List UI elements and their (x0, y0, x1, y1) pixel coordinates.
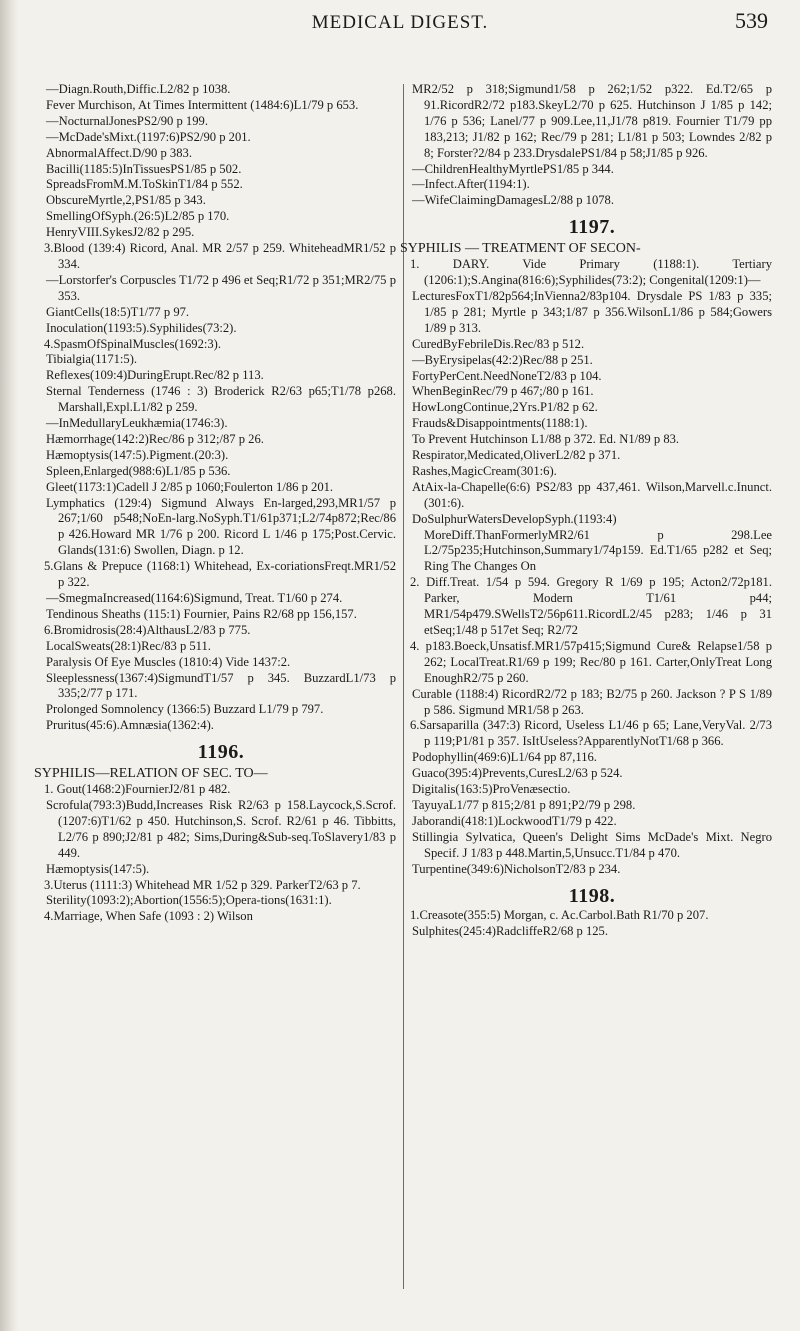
index-entry: SmellingOfSyph.(26:5)L2/85 p 170. (46, 209, 230, 224)
index-entry: Guaco(395:4)Prevents,CuresL2/63 p 524. (412, 766, 623, 781)
index-entry: Curable (1188:4) RicordR2/72 p 183; B2/75 p 260. Jackson ? P S 1/89 p 586. Sigmund MR1/58 p 263. (412, 686, 772, 717)
index-entry: Sternal Tenderness (1746 : 3) Broderick R2/63 p65;T1/78 p268. Marshall,Expl.L1/82 p 259. (46, 384, 396, 415)
index-entry: 4.SpasmOfSpinalMuscles(1692:3). (44, 336, 222, 351)
index-entry: Tendinous Sheaths (115:1) Fournier, Pains R2/68 pp 156,157. (46, 606, 357, 621)
index-entry: LocalSweats(28:1)Rec/83 p 511. (46, 638, 211, 653)
index-entry: ObscureMyrtle,2,PS1/85 p 343. (46, 193, 206, 208)
page-number: 539 (735, 8, 768, 33)
index-entry: AtAix-la-Chapelle(6:6) PS2/83 pp 437,461. Wilson,Marvell.c.Inunct.(301:6). (412, 479, 772, 510)
running-head: MEDICAL DIGEST. (311, 12, 489, 33)
index-entry: LecturesFoxT1/82p564;InVienna2/83p104. Drysdale PS 1/83 p 335; 1/85 p 281; Myrtle p 343;1/87 p 356.WilsonL1/86 p 584;Gowers 1/89 p 313. (412, 288, 772, 335)
left-column (34, 82, 396, 925)
index-entry: 1.Creasote(355:5) Morgan, c. Ac.Carbol.Bath R1/70 p 207. (410, 908, 709, 923)
index-entry: CuredByFebrileDis.Rec/83 p 512. (412, 336, 585, 351)
index-entry: Scrofula(793:3)Budd,Increases Risk R2/63 p 158.Laycock,S.Scrof.(1207:6)T1/62 p 450. Hutchinson,S. Scrof. R2/61 p 46. Tibbitts, L2/76 p 890;J2/81 p 482; Sims,During&Sub-seq.ToSlavery1/83 p 449. (46, 797, 396, 860)
index-entry: Hæmoptysis(147:5). (46, 861, 150, 876)
index-entry: —McDade'sMixt.(1197:6)PS2/90 p 201. (46, 129, 251, 144)
index-entry: 5.Glans & Prepuce (1168:1) Whitehead, Ex-coriationsFreqt.MR1/52 p 322. (44, 559, 396, 590)
index-entry: SpreadsFromM.M.ToSkinT1/84 p 552. (46, 177, 243, 192)
index-entry: Sterility(1093:2);Abortion(1556:5);Opera-tions(1631:1). (46, 893, 332, 908)
index-entry: FortyPerCent.NeedNoneT2/83 p 104. (412, 368, 602, 383)
index-entry: GiantCells(18:5)T1/77 p 97. (46, 304, 190, 319)
index-entry: 1. Gout(1468:2)FournierJ2/81 p 482. (44, 782, 231, 797)
index-entry: MR2/52 p 318;Sigmund1/58 p 262;1/52 p322. Ed.T2/65 p 91.RicordR2/72 p183.SkeyL2/70 p 625. Hutchinson J 1/85 p 142; 1/76 p 536; Lanel/77 p 909.Lee,11,J1/78 p819. Fournier T1/79 pp 183,213; J1/82 p 162; Rec/79 p 281; L1/81 p 503; Lowndes 2/82 p 8; Forster?2/84 p 233.DrysdalePS1/84 p 58;J1/85 p 926. (412, 82, 772, 160)
index-entry: Fever Murchison, At Times Intermittent (1484:6)L1/79 p 653. (46, 97, 359, 112)
index-entry: 4. p183.Boeck,Unsatisf.MR1/57p415;Sigmund Cure& Relapse1/58 p 262; LocalTreat.R1/69 p 199; Rec/80 p 161. Carter,OnlyTreat Long EnoughR2/75 p 260. (410, 638, 772, 685)
index-entry: —InMedullaryLeukhæmia(1746:3). (46, 416, 228, 431)
column-divider (403, 84, 404, 1289)
index-entry: HowLongContinue,2Yrs.P1/82 p 62. (412, 400, 598, 415)
index-entry: Jaborandi(418:1)LockwoodT1/79 p 422. (412, 813, 617, 828)
index-entry: Frauds&Disappointments(1188:1). (412, 416, 588, 431)
right-column (400, 82, 772, 940)
index-entry: Hæmoptysis(147:5).Pigment.(20:3). (46, 447, 229, 462)
index-entry: Sleeplessness(1367:4)SigmundT1/57 p 345. BuzzardL1/73 p 335;2/77 p 171. (46, 670, 396, 701)
index-entry: —SmegmaIncreased(1164:6)Sigmund, Treat. T1/60 p 274. (46, 591, 343, 605)
index-entry: DoSulphurWatersDevelopSyph.(1193:4) MoreDiff.ThanFormerlyMR2/61 p 298.Lee L2/75p235;Hutchinson,Summary1/74p159. Ed.T1/65 p282 et Seq; Ring The Changes On (412, 511, 772, 574)
index-entry: —ChildrenHealthyMyrtlePS1/85 p 344. (412, 161, 614, 176)
section-number: 1198. (568, 884, 616, 907)
index-entry: 6.Sarsaparilla (347:3) Ricord, Useless L1/46 p 65; Lane,VeryVal. 2/73 p 119;P1/81 p 357. IsItUseless?ApparentlyNotT1/68 p 366. (410, 718, 772, 749)
index-entry: Hæmorrhage(142:2)Rec/86 p 312;/87 p 26. (46, 431, 264, 446)
index-entry: —WifeClaimingDamagesL2/88 p 1078. (412, 193, 615, 208)
index-entry: Pruritus(45:6).Amnæsia(1362:4). (46, 718, 214, 733)
section-heading: SYPHILIS — TREATMENT OF SECON- (400, 241, 641, 257)
index-entry: Podophyllin(469:6)L1/64 pp 87,116. (412, 750, 597, 765)
binding-shadow (0, 0, 18, 1331)
index-entry: Gleet(1173:1)Cadell J 2/85 p 1060;Foulerton 1/86 p 201. (46, 479, 334, 494)
index-entry: Spleen,Enlarged(988:6)L1/85 p 536. (46, 463, 231, 478)
index-entry: WhenBeginRec/79 p 467;/80 p 161. (412, 384, 594, 399)
index-entry: 3.Uterus (1111:3) Whitehead MR 1/52 p 329. ParkerT2/63 p 7. (44, 877, 361, 892)
index-entry: Turpentine(349:6)NicholsonT2/83 p 234. (412, 861, 621, 876)
index-entry: AbnormalAffect.D/90 p 383. (46, 145, 192, 160)
index-entry: Prolonged Somnolency (1366:5) Buzzard L1/79 p 797. (46, 702, 324, 717)
index-entry: —ByErysipelas(42:2)Rec/88 p 251. (412, 352, 593, 367)
index-entry: Digitalis(163:5)ProVenæsectio. (412, 782, 571, 797)
index-entry: To Prevent Hutchinson L1/88 p 372. Ed. N1/89 p 83. (412, 432, 680, 447)
index-entry: Inoculation(1193:5).Syphilides(73:2). (46, 320, 237, 335)
index-entry: Tibialgia(1171:5). (46, 352, 138, 367)
index-entry: Sulphites(245:4)RadcliffeR2/68 p 125. (412, 924, 609, 939)
index-entry: Paralysis Of Eye Muscles (1810:4) Vide 1437:2. (46, 654, 291, 669)
index-entry: 6.Bromidrosis(28:4)AlthausL2/83 p 775. (44, 622, 251, 637)
page-header (0, 8, 800, 42)
index-entry: TayuyaL1/77 p 815;2/81 p 891;P2/79 p 298. (412, 797, 636, 812)
index-entry: 3.Blood (139:4) Ricord, Anal. MR 2/57 p 259. WhiteheadMR1/52 p 334. (44, 241, 396, 271)
index-entry: Rashes,MagicCream(301:6). (412, 463, 557, 478)
section-number: 1197. (568, 216, 616, 239)
index-entry: —Lorstorfer's Corpuscles T1/72 p 496 et Seq;R1/72 p 351;MR2/75 p 353. (46, 272, 396, 303)
index-entry: —Infect.After(1194:1). (412, 177, 530, 192)
index-entry: Stillingia Sylvatica, Queen's Delight Sims McDade's Mixt. Negro Specif. J 1/83 p 448.Martin,5,Unsucc.T1/84 p 470. (412, 829, 772, 860)
index-entry: —NocturnalJonesPS2/90 p 199. (46, 113, 208, 128)
index-entry: Reflexes(109:4)DuringErupt.Rec/82 p 113. (46, 368, 264, 383)
section-heading: SYPHILIS—RELATION OF SEC. TO— (34, 766, 268, 782)
index-entry: 2. Diff.Treat. 1/54 p 594. Gregory R 1/69 p 195; Acton2/72p181. Parker, Modern T1/61 p44; MR1/54p479.SWellsT2/56p611.RicordL2/45 p283; 1/46 p 31 etSeq;1/48 p 517et Seq; R2/72 (410, 575, 772, 637)
index-entry: 1. DARY. Vide Primary (1188:1). Tertiary (1206:1);S.Angina(816:6);Syphilides(73:2); Congenital(1209:1)— (410, 257, 772, 288)
index-entry: 4.Marriage, When Safe (1093 : 2) Wilson (44, 909, 253, 924)
index-entry: HenryVIII.SykesJ2/82 p 295. (46, 225, 195, 240)
index-entry: Lymphatics (129:4) Sigmund Always En-larged,293,MR1/57 p 267;1/60 p548;NoEn-larg.NoSyph.T1/61p371;L2/74p872;Rec/86 p 426.Howard MR 1/76 p 200. Ricord L 1/46 p 175;Post.Cervic. Glands(131:6) Swollen, Diagn. p 12. (46, 495, 396, 558)
index-entry: —Diagn.Routh,Diffic.L2/82 p 1038. (46, 82, 231, 96)
index-entry: Bacilli(1185:5)InTissuesPS1/85 p 502. (46, 161, 242, 176)
index-entry: Respirator,Medicated,OliverL2/82 p 371. (412, 448, 621, 463)
section-number: 1196. (197, 741, 245, 764)
